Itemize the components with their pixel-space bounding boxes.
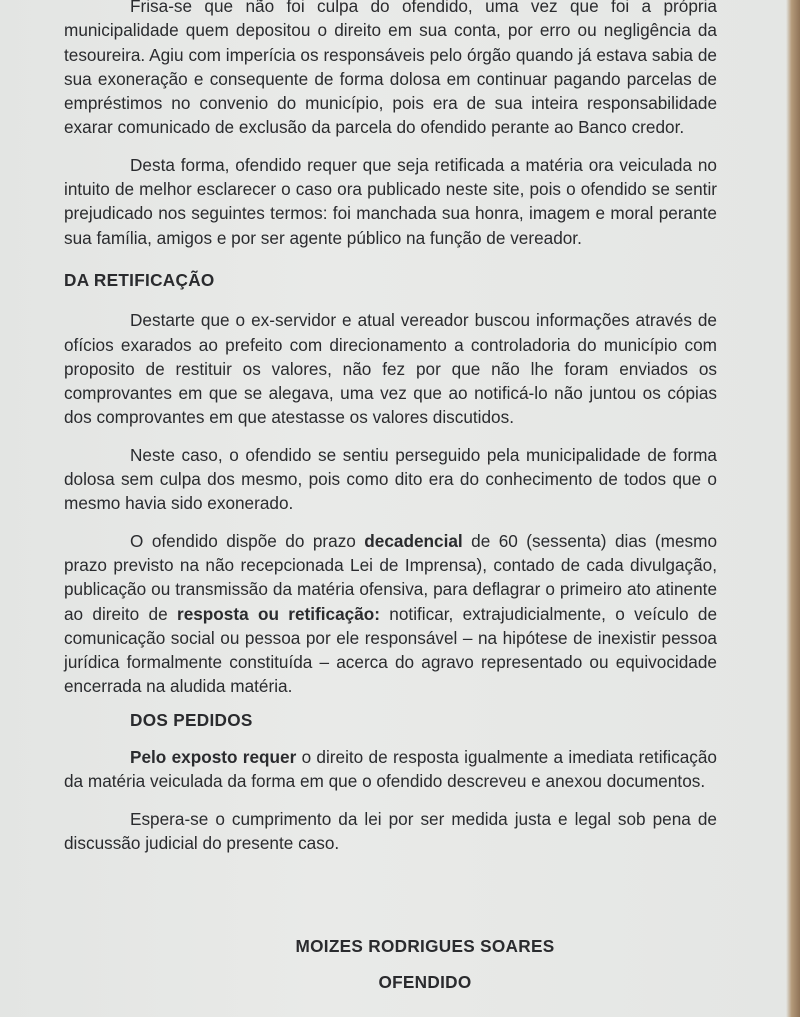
page-edge-shadow	[786, 0, 800, 1017]
paragraph-prazo-decadencial	[64, 529, 717, 699]
signature-name: MOIZES RODRIGUES SOARES	[295, 936, 555, 956]
paragraph-destarte: Destarte que o ex-servidor e atual vereador buscou informações através de ofícios exarados ao prefeito com direcionamento a controladoria do município com proposito de restituir os valores, não fez por que não lhe foram enviados os comprovantes em que se alegava, uma vez que ao notificá-lo não juntou os cópias dos comprovantes em que atestasse os valores discutidos.	[64, 310, 717, 428]
bold-run-decadencial: decadencial	[364, 530, 463, 551]
document-body	[64, 0, 717, 855]
text-run: de 60 (sessenta) dias (mesmo prazo previsto na não recepcionada Lei de Imprensa), contado de cada divulgação, publicação ou transmissão da matéria ofensiva, para deflagrar o primeiro ato atinente ao direito de	[64, 530, 717, 624]
text-run: O ofendido dispõe do prazo	[130, 530, 365, 551]
paragraph-espera-se: Espera-se o cumprimento da lei por ser medida justa e legal sob pena de discussão judicial do presente caso.	[64, 808, 717, 853]
heading-dos-pedidos: DOS PEDIDOS	[130, 709, 253, 730]
text-run: notificar, extrajudicialmente, o veículo de comunicação social ou pessoa por ele responsável – na hipótese de inexistir pessoa jurídica formalmente constituída – acerca do agravo representado ou equivocidade encerrada na aludida matéria.	[64, 603, 717, 697]
text-run: o direito de resposta igualmente a imediata retificação da matéria veiculada da forma em que o ofendido descreveu e anexou documentos.	[64, 747, 717, 792]
signature-role: OFENDIDO	[378, 972, 472, 992]
paragraph-pelo-exposto	[64, 745, 717, 794]
bold-run-pelo-exposto: Pelo exposto requer	[130, 747, 297, 768]
heading-da-retificacao: DA RETIFICAÇÃO	[64, 269, 215, 290]
paragraph-desta-forma: Desta forma, ofendido requer que seja retificada a matéria ora veiculada no intuito de melhor esclarecer o caso ora publicado neste site, pois o ofendido se sentir prejudicado nos seguintes termos: foi manchada sua honra, imagem e moral perante sua família, amigos e por ser agente público na função de vereador.	[64, 154, 717, 248]
paragraph-frisa: Frisa-se que não foi culpa do ofendido, uma vez que foi a própria municipalidade quem depositou o direito em sua conta, por erro ou negligência da tesoureira. Agiu com imperícia os responsáveis pelo órgão quando já estava sabia de sua exoneração e consequente de forma dolosa em continuar pagando parcelas de empréstimos no convenio do município, pois era de sua inteira responsabilidade exarar comunicado de exclusão da parcela do ofendido perante ao Banco credor.	[64, 0, 717, 138]
bold-run-resposta: resposta ou retificação:	[177, 603, 380, 624]
paragraph-neste-caso: Neste caso, o ofendido se sentiu perseguido pela municipalidade de forma dolosa sem culpa dos mesmo, pois como dito era do conhecimento de todos que o mesmo havia sido exonerado.	[64, 444, 717, 514]
